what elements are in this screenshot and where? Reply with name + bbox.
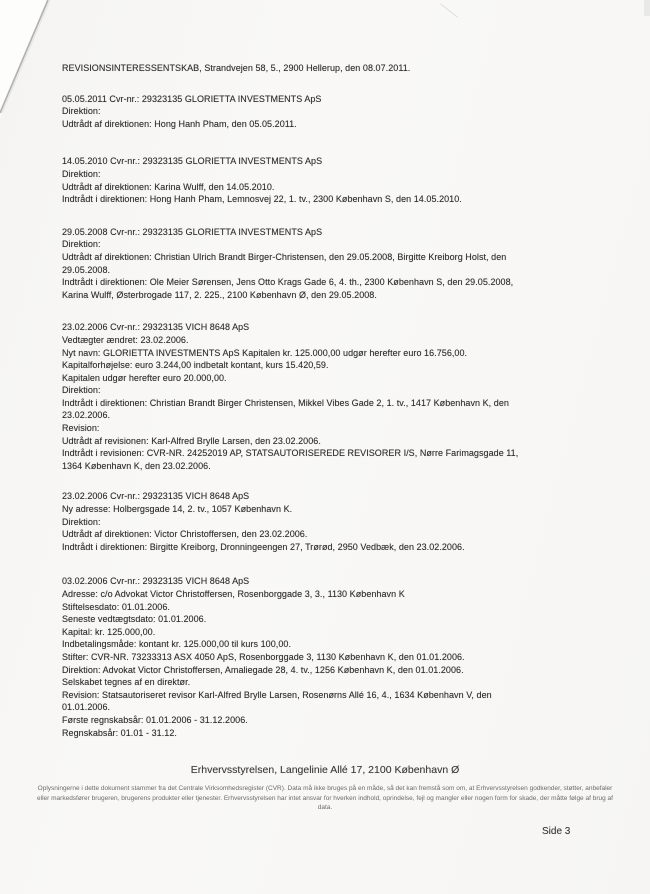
doc-line: Udtrådt af direktionen: Karina Wulff, den 14.05.2010. <box>62 181 275 192</box>
doc-line: Seneste vedtægtsdato: 01.01.2006. <box>62 614 207 625</box>
registry-entry-2006-02-23-a <box>62 321 607 472</box>
doc-line: Udtrådt af direktionen: Hong Hanh Pham, den 05.05.2011. <box>62 118 297 129</box>
doc-line: 14.05.2010 Cvr-nr.: 29323135 GLORIETTA INVESTMENTS ApS <box>62 156 323 167</box>
doc-line: 01.01.2006. <box>62 702 111 713</box>
doc-line: Indtrådt i direktionen: Birgitte Kreiborg, Dronningeengen 27, Trørød, 2950 Vedbæk, den 23.02.2006. <box>62 541 465 552</box>
doc-line: 05.05.2011 Cvr-nr.: 29323135 GLORIETTA INVESTMENTS ApS <box>62 93 322 104</box>
doc-line: Indtrådt i direktionen: Christian Brandt Birger Christensen, Mikkel Vibes Gade 2, 1. tv., 1417 København K, den <box>62 397 509 408</box>
doc-line: Indtrådt i direktionen: Hong Hanh Pham, Lemnosvej 22, 1. tv., 2300 København S, den 14.05.2010. <box>62 194 462 205</box>
footer-agency-address: Erhvervsstyrelsen, Langelinie Allé 17, 2100 København Ø <box>190 764 460 776</box>
doc-line: 29.05.2008. <box>62 264 111 275</box>
scan-artifact-scratch <box>440 3 458 17</box>
scan-artifact-smudge <box>644 0 650 16</box>
document-header-line: REVISIONSINTERESSENTSKAB, Strandvejen 58, 5., 2900 Hellerup, den 08.07.2011. <box>62 63 411 73</box>
doc-line: Kapital: kr. 125.000,00. <box>62 626 156 637</box>
doc-line: 29.05.2008 Cvr-nr.: 29323135 GLORIETTA INVESTMENTS ApS <box>62 226 323 237</box>
doc-line: Regnskabsår: 01.01 - 31.12. <box>62 727 177 738</box>
doc-line: Direktion: <box>62 385 101 396</box>
doc-line: Nyt navn: GLORIETTA INVESTMENTS ApS Kapitalen kr. 125.000,00 udgør herefter euro 16.756,00. <box>62 347 468 358</box>
corner-fold-graphic <box>0 0 70 130</box>
doc-line: Ny adresse: Holbergsgade 14, 2. tv., 1057 København K. <box>62 504 293 515</box>
doc-line: 23.02.2006 Cvr-nr.: 29323135 VICH 8648 ApS <box>62 322 250 333</box>
doc-line: Karina Wulff, Østerbrogade 117, 2. 225., 2100 København Ø, den 29.05.2008. <box>62 289 377 300</box>
doc-line: Vedtægter ændret: 23.02.2006. <box>62 334 189 345</box>
doc-line: Adresse: c/o Advokat Victor Christoffersen, Rosenborggade 3, 3., 1130 København K <box>62 589 405 599</box>
doc-line: Direktion: <box>62 168 101 179</box>
doc-line: Direktion: Advokat Victor Christoffersen, Amaliegade 28, 4. tv., 1256 København K, den 01.01.2006. <box>62 664 464 675</box>
doc-line: Direktion: <box>62 106 101 117</box>
registry-entry-2006-02-03 <box>62 575 607 739</box>
doc-line: 1364 København K, den 23.02.2006. <box>62 460 211 471</box>
doc-line: 23.02.2006. <box>62 410 111 421</box>
doc-line: Indbetalingsmåde: kontant kr. 125.000,00 til kurs 100,00. <box>62 639 292 650</box>
registry-entry-2006-02-23-b <box>62 490 607 553</box>
registry-entry-2010-05-14 <box>62 155 607 205</box>
footer-disclaimer-line: data. <box>317 804 333 812</box>
doc-line: Stiftelsesdato: 01.01.2006. <box>62 601 170 612</box>
footer-disclaimer <box>25 784 625 813</box>
doc-line: Direktion: <box>62 516 101 527</box>
footer-disclaimer-line: Oplysningerne i dette dokument stammer fra det Centrale Virksomhedsregister (CVR). Data må ikke bruges på en måde, så det kan fremstå som om, at Erhvervsstyrelsen godkender, støtter, anbefaler <box>37 785 613 792</box>
doc-line: Kapitalen udgør herefter euro 20.000,00. <box>62 372 227 383</box>
doc-line: Direktion: <box>62 239 101 250</box>
doc-line: Selskabet tegnes af en direktør. <box>62 677 191 688</box>
doc-line: Udtrådt af direktionen: Christian Ulrich Brandt Birger-Christensen, den 29.05.2008, Birgitte Kreiborg Holst, den <box>62 251 507 262</box>
doc-line: Indtrådt i direktionen: Ole Meier Sørensen, Jens Otto Krags Gade 6, 4. th., 2300 København S, den 29.05.2008, <box>62 277 514 288</box>
doc-line: Stifter: CVR-NR. 73233313 ASX 4050 ApS, Rosenborggade 3, 1130 København K, den 01.01.2006. <box>62 651 465 662</box>
doc-line: Indtrådt i revisionen: CVR-NR. 24252019 AP, STATSAUTORISEREDE REVISORER I/S, Nørre Farimagsgade 11, <box>62 448 519 459</box>
doc-line: 23.02.2006 Cvr-nr.: 29323135 VICH 8648 ApS <box>62 491 250 502</box>
page-number: Side 3 <box>542 826 571 837</box>
registry-entry-2011-05-05 <box>62 93 607 131</box>
footer-disclaimer-line: eller markedsfører brugeren, brugerens produkter eller tjenester. Erhvervsstyrelsen har intet ansvar for hverken indhold, oprindelse, fejl og mangler eller nogen form for skade, der måtte følge af brug af <box>37 794 613 802</box>
registry-entry-2008-05-29 <box>62 226 607 302</box>
doc-line: Første regnskabsår: 01.01.2006 - 31.12.2006. <box>62 714 248 725</box>
doc-line: 03.02.2006 Cvr-nr.: 29323135 VICH 8648 ApS <box>62 576 250 587</box>
doc-line: Revision: <box>62 423 100 434</box>
doc-line: Udtrådt af direktionen: Victor Christoffersen, den 23.02.2006. <box>62 529 308 540</box>
doc-line: Kapitalforhøjelse: euro 3.244,00 indbetalt kontant, kurs 15.420,59. <box>62 360 329 371</box>
doc-line: Revision: Statsautoriseret revisor Karl-Alfred Brylle Larsen, Rosenørns Allé 16, 4., 1634 København V, den <box>62 689 492 700</box>
document-body <box>62 62 607 739</box>
doc-line: Udtrådt af revisionen: Karl-Alfred Brylle Larsen, den 23.02.2006. <box>62 435 321 446</box>
